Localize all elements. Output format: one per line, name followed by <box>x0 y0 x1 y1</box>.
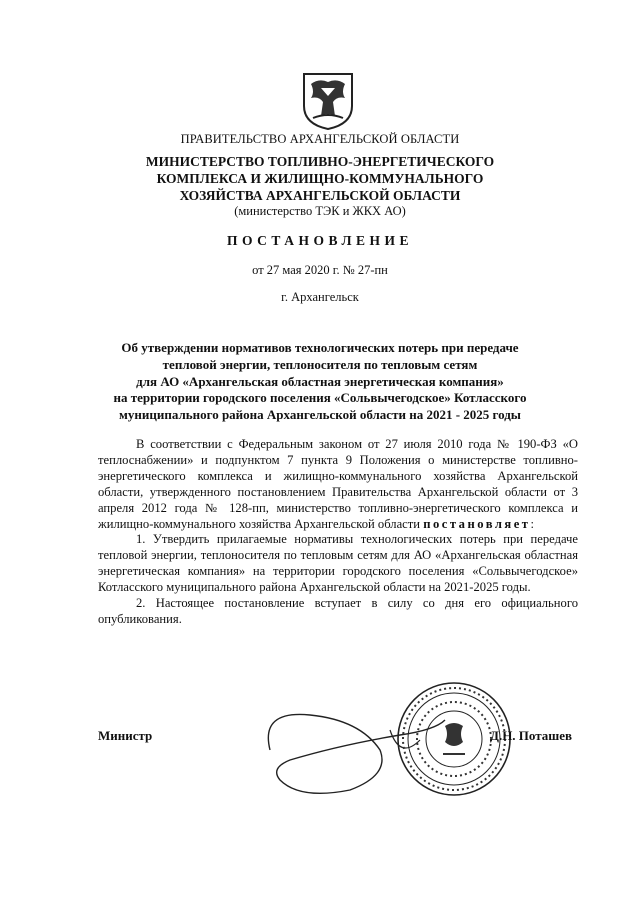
government-title: ПРАВИТЕЛЬСТВО АРХАНГЕЛЬСКОЙ ОБЛАСТИ <box>180 132 460 146</box>
preamble-text: В соответствии с Федеральным законом от 27 июля 2010 года № 190-ФЗ «О теплоснабжении» и подпунктом 7 пункта 9 Положения о министерстве топливно-энергетического комплекса и жилищно-коммунального хозяйства Архангельской области, утвержденного постановлением Правительства Архангельской области от 3 апреля 2012 года № 128-пп, министерство топливно-энергетического комплекса и жилищно-коммунального хозяйства Архангельской области <box>98 437 578 531</box>
decree-body <box>98 437 578 628</box>
resolves-word: постановляет <box>423 516 531 531</box>
coat-of-arms-icon <box>301 72 355 130</box>
signer-position: Министр <box>98 728 153 743</box>
decree-city: г. Архангельск <box>281 290 359 304</box>
subject-line: тепловой энергии, теплоносителя по тепловым сетям <box>162 356 478 372</box>
subject-line: для АО «Архангельская областная энергетическая компания» <box>136 373 504 389</box>
ministry-abbreviation: (министерство ТЭК и ЖКХ АО) <box>234 204 406 218</box>
decree-title: ПОСТАНОВЛЕНИЕ <box>226 233 414 248</box>
decree-date-number: от 27 мая 2020 г. № 27-пн <box>252 263 388 277</box>
ministry-line: КОМПЛЕКСА И ЖИЛИЩНО-КОММУНАЛЬНОГО <box>156 171 484 186</box>
signer-name: Д.Н. Поташев <box>490 728 573 743</box>
subject-line: на территории городского поселения «Сольвычегодское» Котласского <box>113 390 527 406</box>
item-1: 1. Утвердить прилагаемые нормативы технологических потерь при передаче тепловой энергии, теплоносителя по тепловым сетям для АО «Архангельская областная энергетическая компания» на территории городского поселения «Сольвычегодское» Котласского муниципального района Архангельской области на 2021-2025 годы. <box>98 532 578 595</box>
item-2: 2. Настоящее постановление вступает в силу со дня его официального опубликования. <box>98 596 578 626</box>
ministry-line: ХОЗЯЙСТВА АРХАНГЕЛЬСКОЙ ОБЛАСТИ <box>179 188 461 203</box>
subject-line: Об утверждении нормативов технологических потерь при передаче <box>121 340 519 355</box>
decree-subject <box>0 340 640 424</box>
ministry-line: МИНИСТЕРСТВО ТОПЛИВНО-ЭНЕРГЕТИЧЕСКОГО <box>145 154 495 169</box>
ministry-name <box>0 153 640 204</box>
preamble-paragraph <box>98 437 578 532</box>
subject-line: муниципального района Архангельской области на 2021 - 2025 годы <box>119 407 521 423</box>
resolves-colon: : <box>530 516 534 531</box>
